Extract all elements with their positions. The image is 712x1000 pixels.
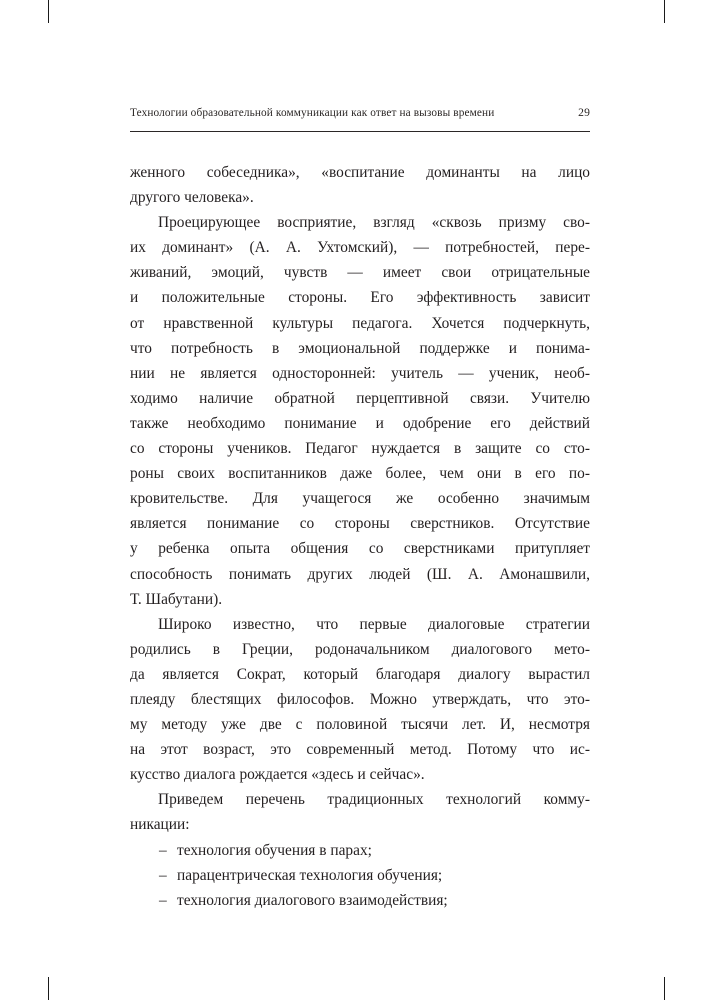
text-line: от нравственной культуры педагога. Хочется подчеркнуть, (130, 314, 590, 332)
text-line: да является Сократ, который благодаря диалогу вырастил (130, 665, 590, 683)
paragraph (130, 787, 590, 837)
technology-list (130, 838, 590, 913)
list-item-label: парацентрическая технология обучения; (177, 866, 443, 884)
text-line: Проецирующее восприятие, взгляд «сквозь призму сво- (158, 214, 590, 232)
text-line: что потребность в эмоциональной поддержке и понима- (130, 339, 590, 357)
text-line: также необходимо понимание и одобрение его действий (130, 414, 590, 432)
text-line: кровительстве. Для учащегося же особенно значимым (130, 490, 590, 508)
text-line: родились в Греции, родоначальником диалогового мето- (130, 640, 590, 658)
text-line: Т. Шабутани). (130, 590, 223, 608)
text-line: му методу уже две с половиной тысячи лет. И, несмотря (130, 716, 590, 734)
text-line: со стороны учеников. Педагог нуждается в защите со сто- (130, 440, 590, 458)
text-line: Приведем перечень традиционных технологий комму- (158, 791, 590, 809)
text-line: ходимо наличие обратной перцептивной связи. Учителю (130, 389, 590, 407)
crop-mark-top-left (48, 0, 49, 23)
text-line: их доминант» (А. А. Ухтомский), — потребностей, пере- (130, 239, 590, 257)
text-line: никации: (130, 816, 190, 834)
list-marker-dash-icon: – (159, 841, 167, 859)
paragraph (130, 210, 590, 612)
text-line: на этот возраст, это современный метод. Потому что ис- (130, 741, 590, 759)
list-item-label: технология обучения в парах; (177, 841, 372, 859)
page-number: 29 (578, 106, 590, 119)
list-marker-dash-icon: – (159, 866, 167, 884)
text-line: у ребенка опыта общения со сверстниками притупляет (130, 540, 590, 558)
list-marker-dash-icon: – (159, 891, 167, 909)
text-line: роны своих воспитанников даже более, чем они в его по- (130, 465, 590, 483)
text-line: и положительные стороны. Его эффективность зависит (130, 289, 590, 307)
crop-mark-bottom-left (48, 977, 49, 1000)
crop-mark-bottom-right (664, 977, 665, 1000)
list-item (130, 838, 590, 863)
text-line: женного собеседника», «воспитание доминанты на лицо (130, 164, 590, 181)
text-line: другого человека». (130, 189, 254, 207)
text-line: является понимание со стороны сверстников. Отсутствие (130, 515, 590, 533)
text-line: Широко известно, что первые диалоговые стратегии (158, 615, 590, 633)
paragraph (130, 160, 590, 210)
body-column (130, 160, 590, 913)
text-line: живаний, эмоций, чувств — имеет свои отрицательные (130, 264, 590, 282)
text-line: кусство диалога рождается «здесь и сейчас». (130, 766, 425, 784)
list-item-label: технология диалогового взаимодействия; (177, 891, 448, 909)
running-header-title: Технологии образовательной коммуникации как ответ на вызовы времени (130, 107, 495, 119)
header-rule (130, 131, 590, 132)
running-header (130, 106, 590, 119)
paragraph (130, 612, 590, 788)
crop-mark-top-right (664, 0, 665, 23)
list-item (130, 888, 590, 913)
list-item (130, 863, 590, 888)
text-line: способность понимать других людей (Ш. А. Амонашвили, (130, 565, 590, 583)
text-line: нии не является односторонней: учитель — ученик, необ- (130, 364, 590, 382)
text-line: плеяду блестящих философов. Можно утверждать, что это- (130, 690, 590, 708)
